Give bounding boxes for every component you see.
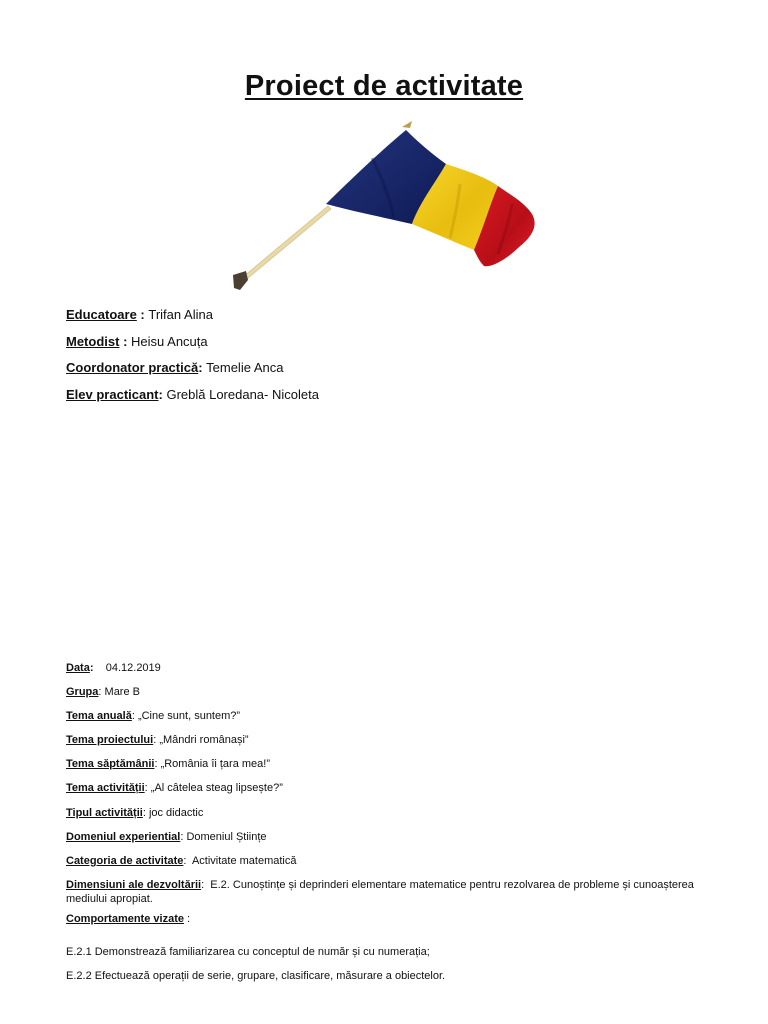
detail-value: Mare B (104, 686, 140, 699)
objective-item: E.2.1 Demonstrează familiarizarea cu conceptul de număr și cu numerația; (66, 946, 430, 958)
page-title: Proiect de activitate (244, 70, 524, 102)
detail-row-tema-anuala (66, 709, 706, 723)
detail-label: Tema săptămânii (66, 758, 155, 771)
detail-label: Grupa (66, 686, 99, 699)
staff-row-educatoare (66, 306, 319, 333)
detail-value: „Cine sunt, suntem?” (137, 710, 241, 723)
flag-illustration (222, 118, 552, 298)
detail-separator: : (144, 782, 151, 795)
detail-value: Domeniul Științe (186, 830, 267, 843)
detail-row-grupa (66, 685, 706, 699)
detail-value: E.2. Cunoștințe și deprinderi elementare matematice pentru rezolvarea de probleme și cunoașterea mediului apropiat. (66, 878, 694, 905)
detail-separator: : (98, 686, 105, 699)
detail-separator: : (153, 734, 160, 747)
staff-separator: : (136, 307, 149, 322)
detail-label: Tema anuală (66, 710, 132, 723)
activity-details (66, 661, 706, 936)
flag-finial (402, 121, 412, 128)
detail-value: Activitate matematică (191, 854, 297, 867)
detail-row-domeniul (66, 830, 706, 844)
detail-label: Dimensiuni ale dezvoltării (66, 878, 202, 891)
detail-separator: : (183, 854, 192, 867)
detail-separator: : (183, 912, 191, 925)
detail-value: „Mândri românași” (159, 734, 249, 747)
detail-separator: : (131, 710, 138, 723)
detail-label: Tema activității (66, 782, 145, 795)
detail-value: „Al câtelea steag lipsește?” (150, 782, 283, 795)
detail-label: Tema proiectului (66, 734, 154, 747)
detail-label: Comportamente vizate (66, 912, 184, 925)
staff-section (66, 306, 319, 412)
romanian-flag-image (222, 118, 552, 298)
staff-label: Metodist (66, 333, 120, 349)
detail-value: „România îi țara mea!” (160, 758, 271, 771)
detail-separator: : (89, 662, 106, 674)
detail-row-tema-saptamanii (66, 757, 706, 771)
flag-pole-tip (233, 271, 248, 290)
staff-row-elev (66, 386, 319, 413)
objectives-list (66, 945, 706, 993)
detail-separator: : (154, 758, 161, 771)
detail-label: Tipul activității (66, 806, 143, 819)
detail-value: joc didactic (148, 806, 204, 819)
staff-separator: : (198, 360, 207, 375)
staff-row-metodist (66, 333, 319, 360)
staff-label: Elev practicant (66, 386, 159, 402)
detail-label: Categoria de activitate (66, 854, 184, 867)
staff-row-coordonator (66, 359, 319, 386)
detail-row-tema-activitatii (66, 781, 706, 795)
detail-row-tipul-activitatii (66, 806, 706, 820)
detail-label: Data (66, 662, 90, 674)
staff-value: Temelie Anca (206, 360, 284, 375)
staff-value: Heisu Ancuța (131, 333, 208, 349)
detail-value: 04.12.2019 (105, 662, 161, 674)
objective-item: E.2.2 Efectuează operații de serie, grupare, clasificare, măsurare a obiectelor. (66, 970, 446, 982)
staff-separator: : (158, 386, 167, 402)
staff-label: Coordonator practică (66, 360, 199, 375)
staff-label: Educatoare (66, 307, 137, 322)
detail-label: Domeniul experiential (66, 830, 181, 843)
staff-separator: : (119, 333, 132, 349)
detail-separator: : (180, 830, 187, 843)
detail-row-data (66, 661, 706, 675)
detail-separator: : (201, 878, 211, 891)
detail-row-tema-proiectului (66, 733, 706, 747)
detail-row-dimensiuni (66, 878, 706, 906)
staff-value: Trifan Alina (148, 307, 213, 322)
flag-pole (244, 206, 331, 279)
detail-row-comportamente (66, 912, 706, 926)
staff-value: Greblă Loredana- Nicoleta (166, 386, 319, 402)
detail-separator: : (142, 806, 149, 819)
detail-row-categoria (66, 854, 706, 868)
